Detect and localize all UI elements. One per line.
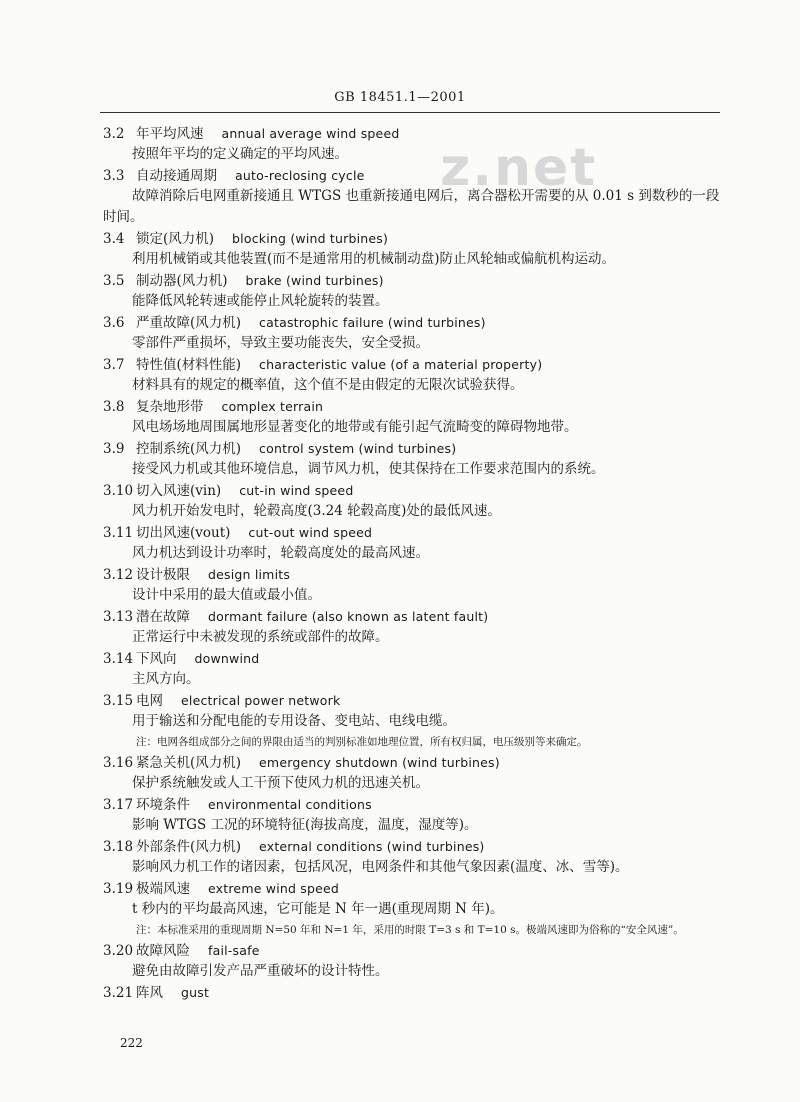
term-definition: 零部件严重损坏，导致主要功能丧失，安全受损。	[132, 335, 429, 351]
term-heading	[103, 564, 723, 585]
term-definition: 保护系统触发或人工干预下使风力机的迅速关机。	[132, 775, 429, 791]
term-number: 3.8	[103, 399, 125, 415]
term-heading	[103, 270, 723, 291]
term-english: brake (wind turbines)	[245, 273, 384, 288]
term-english: control system (wind turbines)	[259, 441, 457, 456]
term-number: 3.6	[103, 315, 125, 331]
term-entry	[103, 480, 723, 522]
term-number: 3.4	[103, 231, 125, 247]
term-heading	[103, 354, 723, 375]
term-number: 3.21	[103, 985, 134, 1001]
term-chinese: 制动器(风力机)	[136, 273, 228, 289]
term-english: environmental conditions	[208, 797, 372, 812]
term-chinese: 故障风险	[136, 943, 190, 959]
term-heading	[103, 522, 723, 543]
term-entry	[103, 354, 723, 396]
term-english: extreme wind speed	[208, 881, 340, 896]
term-definition: 按照年平均的定义确定的平均风速。	[132, 146, 348, 162]
term-chinese: 复杂地形带	[136, 399, 204, 415]
term-entry	[103, 396, 723, 438]
term-heading	[103, 836, 723, 857]
term-heading	[103, 165, 723, 186]
term-english: electrical power network	[181, 693, 341, 708]
term-english: dormant failure (also known as latent fault)	[208, 609, 489, 624]
term-number: 3.12	[103, 567, 134, 583]
term-chinese: 外部条件(风力机)	[136, 839, 242, 855]
term-heading	[103, 752, 723, 773]
term-definition: t 秒内的平均最高风速，它可能是 N 年一遇(重现周期 N 年)。	[132, 901, 504, 917]
term-chinese: 年平均风速	[136, 126, 204, 142]
page-number: 222	[120, 1036, 143, 1050]
term-chinese: 设计极限	[136, 567, 190, 583]
term-english: emergency shutdown (wind turbines)	[259, 755, 500, 770]
term-english: cut-out wind speed	[248, 525, 373, 540]
term-english: gust	[181, 985, 210, 1000]
term-heading	[103, 606, 723, 627]
page-header: GB 18451.1—2001	[334, 90, 466, 105]
term-number: 3.15	[103, 693, 134, 709]
term-definition: 影响 WTGS 工况的环境特征(海拔高度，温度，湿度等)。	[132, 817, 478, 833]
term-heading	[103, 690, 723, 711]
term-number: 3.2	[103, 126, 125, 142]
term-entry	[103, 878, 723, 940]
term-entry	[103, 752, 723, 794]
term-number: 3.14	[103, 651, 134, 667]
term-definition: 设计中采用的最大值或最小值。	[132, 587, 321, 603]
term-heading	[103, 982, 723, 1003]
term-definition: 能降低风轮转速或能停止风轮旋转的装置。	[132, 293, 389, 309]
term-heading	[103, 480, 723, 501]
term-heading	[103, 794, 723, 815]
term-entry	[103, 982, 723, 1003]
term-definition: 用于输送和分配电能的专用设备、变电站、电线电缆。	[132, 713, 456, 729]
term-number: 3.7	[103, 357, 125, 373]
term-definition: 风电场场地周围属地形显著变化的地带或有能引起气流畸变的障碍物地带。	[132, 419, 578, 435]
term-chinese: 严重故障(风力机)	[136, 315, 242, 331]
term-definition: 主风方向。	[132, 671, 200, 687]
term-number: 3.20	[103, 943, 134, 959]
term-definition: 接受风力机或其他环境信息，调节风力机，使其保持在工作要求范围内的系统。	[132, 461, 605, 477]
term-chinese: 锁定(风力机)	[136, 231, 215, 247]
term-entry	[103, 836, 723, 878]
header-rule	[100, 112, 720, 113]
term-chinese: 极端风速	[136, 881, 190, 897]
watermark: z.net	[440, 138, 598, 198]
term-entry	[103, 270, 723, 312]
term-definition: 风力机达到设计功率时，轮毂高度处的最高风速。	[132, 545, 429, 561]
term-heading	[103, 123, 723, 144]
term-chinese: 切入风速(vin)	[136, 483, 222, 499]
term-english: design limits	[208, 567, 291, 582]
term-number: 3.19	[103, 881, 134, 897]
term-heading	[103, 648, 723, 669]
term-definition: 影响风力机工作的诸因素，包括风况，电网条件和其他气象因素(温度、冰、雪等)。	[132, 859, 629, 875]
term-chinese: 潜在故障	[136, 609, 190, 625]
term-english: cut-in wind speed	[239, 483, 354, 498]
term-definition: 利用机械销或其他装置(而不是通常用的机械制动盘)防止风轮轴或偏航机构运动。	[132, 251, 616, 267]
term-number: 3.11	[103, 525, 134, 541]
term-heading	[103, 396, 723, 417]
term-heading	[103, 878, 723, 899]
term-english: catastrophic failure (wind turbines)	[259, 315, 486, 330]
term-english: external conditions (wind turbines)	[259, 839, 485, 854]
term-entry	[103, 794, 723, 836]
term-chinese: 下风向	[136, 651, 177, 667]
term-english: downwind	[194, 651, 260, 666]
term-heading	[103, 940, 723, 961]
term-chinese: 电网	[136, 693, 163, 709]
terms-list	[103, 123, 723, 1003]
term-entry	[103, 940, 723, 982]
term-chinese: 自动接通周期	[136, 168, 217, 184]
term-number: 3.16	[103, 755, 134, 771]
term-english: characteristic value (of a material property)	[259, 357, 543, 372]
term-entry	[103, 522, 723, 564]
term-entry	[103, 165, 723, 228]
term-number: 3.13	[103, 609, 134, 625]
term-definition: 故障消除后电网重新接通且 WTGS 也重新接通电网后，离合器松开需要的从 0.01 s 到数秒的一段时间。	[103, 188, 720, 225]
term-chinese: 阵风	[136, 985, 163, 1001]
term-english: auto-reclosing cycle	[235, 168, 365, 183]
term-note: 注：电网各组成部分之间的界限由适当的判别标准如地理位置，所有权归属，电压级别等来确定。	[136, 736, 588, 748]
term-definition: 正常运行中未被发现的系统或部件的故障。	[132, 629, 389, 645]
term-entry	[103, 312, 723, 354]
term-heading	[103, 312, 723, 333]
term-english: complex terrain	[221, 399, 324, 414]
term-entry	[103, 606, 723, 648]
term-chinese: 特性值(材料性能)	[136, 357, 242, 373]
term-definition: 避免由故障引发产品严重破坏的设计特性。	[132, 963, 389, 979]
term-number: 3.17	[103, 797, 134, 813]
term-definition: 材料具有的规定的概率值，这个值不是由假定的无限次试验获得。	[132, 377, 524, 393]
term-entry	[103, 690, 723, 752]
term-number: 3.5	[103, 273, 125, 289]
term-entry	[103, 438, 723, 480]
term-english: fail-safe	[208, 943, 260, 958]
term-entry	[103, 648, 723, 690]
term-note: 注：本标准采用的重现周期 N=50 年和 N=1 年，采用的时限 T=3 s 和 T=10 s。极端风速即为俗称的“安全风速”。	[136, 924, 684, 936]
term-heading	[103, 438, 723, 459]
term-entry	[103, 564, 723, 606]
term-number: 3.9	[103, 441, 125, 457]
term-english: blocking (wind turbines)	[232, 231, 389, 246]
term-chinese: 控制系统(风力机)	[136, 441, 242, 457]
term-entry	[103, 228, 723, 270]
term-heading	[103, 228, 723, 249]
term-chinese: 切出风速(vout)	[136, 525, 231, 541]
term-number: 3.10	[103, 483, 134, 499]
term-chinese: 环境条件	[136, 797, 190, 813]
term-english: annual average wind speed	[221, 126, 400, 141]
term-definition: 风力机开始发电时，轮毂高度(3.24 轮毂高度)处的最低风速。	[132, 503, 501, 519]
term-number: 3.3	[103, 168, 125, 184]
term-number: 3.18	[103, 839, 134, 855]
term-entry	[103, 123, 723, 165]
term-chinese: 紧急关机(风力机)	[136, 755, 242, 771]
